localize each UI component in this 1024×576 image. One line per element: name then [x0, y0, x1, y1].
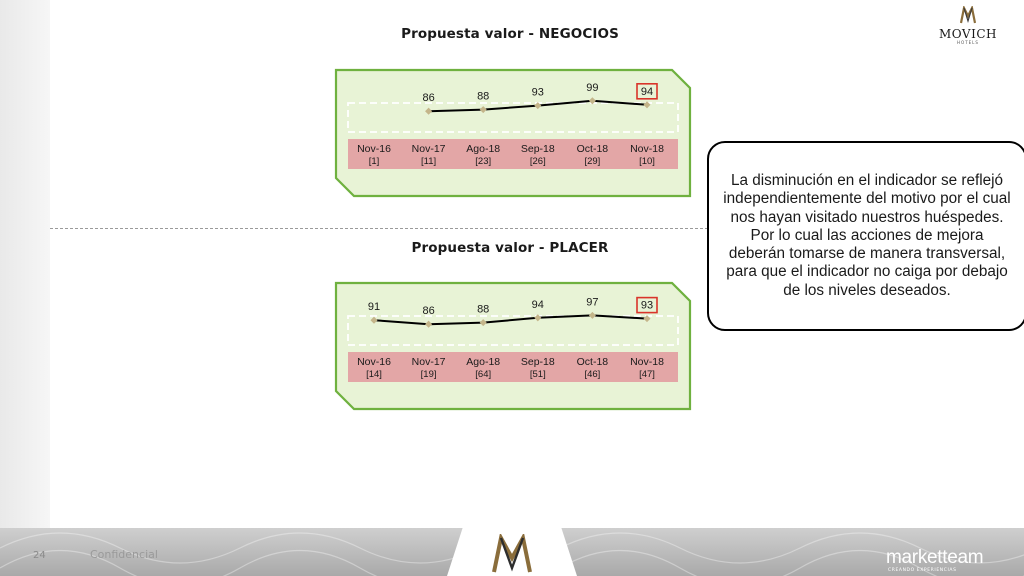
data-label: 94: [531, 298, 544, 311]
sample-count-label: [26]: [529, 156, 546, 167]
data-label: 94: [640, 85, 654, 98]
category-band: [348, 352, 678, 382]
sample-count-label: [29]: [584, 156, 601, 167]
confidential-label: Confidencial: [90, 548, 158, 561]
category-label: Oct-18: [576, 356, 609, 368]
category-label: Nov-18: [630, 143, 664, 155]
callout-box: [707, 141, 1024, 331]
page-number: 24: [33, 550, 46, 561]
sample-count-label: [47]: [639, 369, 655, 380]
sample-count-label: [51]: [529, 369, 546, 380]
category-label: Sep-18: [520, 143, 555, 155]
sample-count-label: [10]: [639, 156, 655, 167]
category-label: Sep-18: [520, 356, 555, 368]
sample-count-label: [23]: [475, 156, 492, 167]
category-band: [348, 139, 678, 169]
data-label: 86: [422, 305, 435, 318]
data-label: 86: [422, 92, 435, 105]
category-label: Nov-17: [411, 356, 446, 368]
sample-count-label: [64]: [475, 369, 492, 380]
category-label: Nov-16: [357, 356, 391, 368]
footer-movich-mark-icon: [490, 534, 534, 574]
category-label: Ago-18: [466, 356, 501, 368]
category-label: Ago-18: [466, 143, 501, 155]
data-label: 93: [640, 299, 654, 312]
logo-sub: HOTELS: [957, 40, 979, 45]
data-label: 99: [586, 81, 599, 94]
marketteam-brand: marketteam: [886, 547, 984, 568]
category-label: Oct-18: [576, 143, 609, 155]
sample-count-label: [14]: [366, 369, 382, 380]
data-label: 97: [586, 296, 599, 309]
data-label: 93: [531, 86, 544, 99]
chart-title-negocios: Propuesta valor - NEGOCIOS: [401, 26, 619, 42]
data-label: 91: [367, 301, 381, 314]
sample-count-label: [46]: [584, 369, 601, 380]
marketteam-sub: CREANDO EXPERIENCIAS: [888, 568, 957, 573]
data-label: 88: [477, 303, 490, 316]
callout-text: La disminución en el indicador se reflejó independientemente del motivo por el cual nos hayan visitado nuestros huéspedes. Por lo cual las acciones de mejora deberán tomarse de manera transversal, para que el indicador no caiga por debajo de los niveles deseados.: [723, 171, 1011, 299]
category-label: Nov-18: [630, 356, 664, 368]
category-label: Nov-17: [411, 143, 446, 155]
logo-name: MOVICH: [939, 27, 997, 41]
data-label: 88: [477, 90, 490, 103]
sample-count-label: [1]: [368, 156, 380, 167]
sample-count-label: [19]: [420, 369, 437, 380]
category-label: Nov-16: [357, 143, 391, 155]
chart-title-placer: Propuesta valor - PLACER: [411, 240, 609, 256]
sample-count-label: [11]: [421, 156, 437, 167]
chart-negocios: [336, 70, 690, 196]
chart-placer: [336, 283, 690, 409]
